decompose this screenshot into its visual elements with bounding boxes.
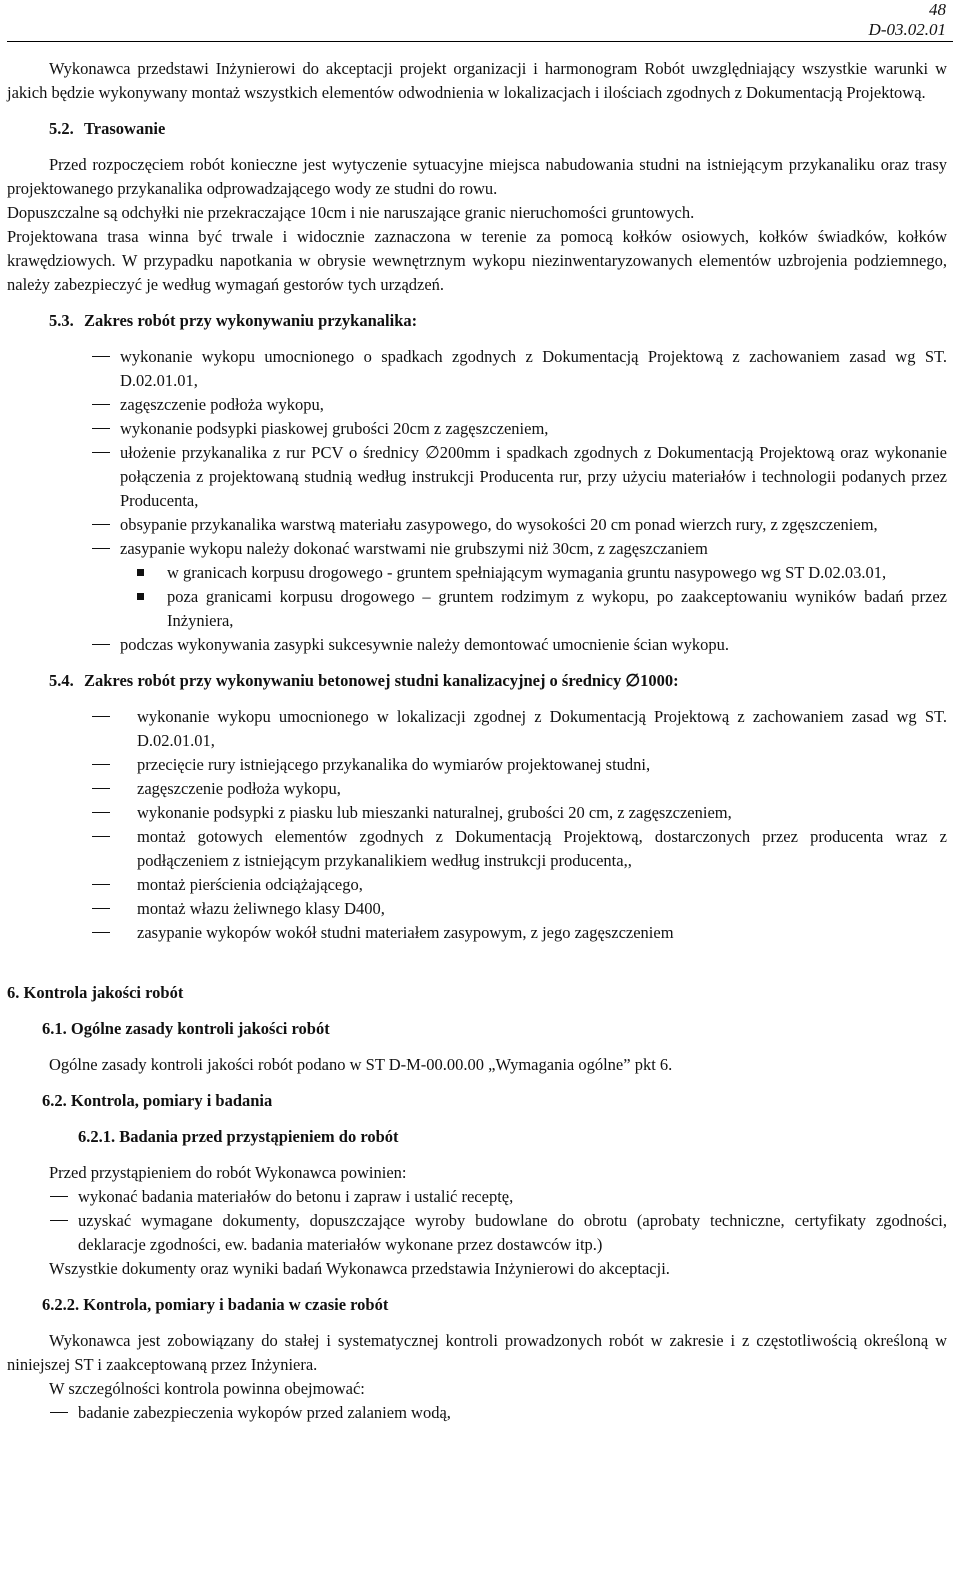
- list-item: uzyskać wymagane dokumenty, dopuszczające wyroby budowlane do obrotu (aprobaty techniczne, certyfikaty zgodności, deklaracje zgodności, ew. badania materiałów wykonane przez dostawców itp.): [78, 1209, 947, 1257]
- section-5-4-heading: 5.4. Zakres robót przy wykonywaniu betonowej studni kanalizacyjnej o średnicy ∅1000:: [7, 669, 947, 693]
- page-number: 48: [929, 0, 946, 19]
- list-item: zagęszczenie podłoża wykopu,: [120, 393, 947, 417]
- document-body: [7, 57, 947, 1425]
- diameter-symbol: ∅: [424, 443, 440, 462]
- section-6-2-2-heading: 6.2.2. Kontrola, pomiary i badania w czasie robót: [42, 1295, 389, 1314]
- section-5-3-heading: [7, 309, 947, 333]
- section-5-4-list: [7, 705, 947, 945]
- section-6-2-1-heading: 6.2.1. Badania przed przystąpieniem do robót: [78, 1127, 399, 1146]
- list-item: obsypanie przykanalika warstwą materiału zasypowego, do wysokości 20 cm ponad wierzch rury, z zgęszczeniem,: [120, 513, 947, 537]
- list-item: przecięcie rury istniejącego przykanalika do wymiarów projektowanej studni,: [137, 753, 947, 777]
- section-5-2-paragraph-2: Dopuszczalne są odchyłki nie przekraczające 10cm i nie naruszające granic nieruchomości gruntowych.: [7, 203, 695, 222]
- diameter-symbol: ∅: [625, 671, 641, 690]
- list-item: wykonać badania materiałów do betonu i zapraw i ustalić receptę,: [78, 1185, 947, 1209]
- list-item: wykonanie wykopu umocnionego w lokalizacji zgodnej z Dokumentacją Projektową z zachowaniem zasad wg ST. D.02.01.01,: [137, 705, 947, 753]
- dash-bullet: [92, 908, 110, 909]
- square-bullet: [137, 593, 144, 600]
- list-item: zasypanie wykopu należy dokonać warstwami nie grubszymi niż 30cm, z zagęszczaniem w granicach korpusu drogowego - gruntem spełniającym wymagania gruntu nasypowego wg ST D.02.03.01, poza granicami korpusu drogowego – gruntem rodzimym z wykopu, po zaakceptowaniu wyników badań przez Inżyniera,: [120, 537, 947, 633]
- dash-bullet: [50, 1412, 68, 1413]
- dash-bullet: [92, 452, 110, 453]
- section-6-heading: 6. Kontrola jakości robót: [7, 983, 184, 1002]
- square-bullet: [137, 569, 144, 576]
- section-5-4-number: 5.4.: [49, 671, 74, 690]
- section-6-2-heading: 6.2. Kontrola, pomiary i badania: [42, 1091, 273, 1110]
- dash-bullet: [92, 716, 110, 717]
- dash-bullet: [92, 404, 110, 405]
- dash-bullet: [92, 524, 110, 525]
- dash-bullet: [50, 1196, 68, 1197]
- section-5-2-paragraph-3: Projektowana trasa winna być trwale i widocznie zaznaczona w terenie za pomocą kołków osiowych, kołków świadków, kołków krawędziowych. W przypadku napotkania w obrysie wewnętrznym wykopu niezinwentaryzowanych elementów uzbrojenia podziemnego, należy zabezpieczyć je według wymagań gestorów tych urządzeń.: [7, 227, 947, 294]
- dash-bullet: [92, 764, 110, 765]
- section-5-2-paragraph-1: Przed rozpoczęciem robót konieczne jest wytyczenie sytuacyjne miejsca nabudowania studni na istniejącym przykanaliku oraz trasy projektowanego przykanalika odprowadzającego wody ze studni do rowu.: [7, 155, 947, 198]
- sub-list-item: poza granicami korpusu drogowego – gruntem rodzimym z wykopu, po zaakceptowaniu wyników badań przez Inżyniera,: [167, 585, 947, 633]
- header-divider: [7, 41, 953, 42]
- page-header: [869, 0, 946, 40]
- list-item: badanie zabezpieczenia wykopów przed zalaniem wodą,: [78, 1401, 947, 1425]
- list-item: montaż pierścienia odciążającego,: [137, 873, 947, 897]
- section-5-2-heading: [7, 117, 947, 141]
- section-6-1-heading: 6.1. Ogólne zasady kontroli jakości robót: [42, 1019, 330, 1038]
- dash-bullet: [50, 1220, 68, 1221]
- dash-bullet: [92, 644, 110, 645]
- section-5-2-number: 5.2.: [49, 119, 74, 138]
- list-item: montaż gotowych elementów zgodnych z Dokumentacją Projektową, dostarczonych przez producenta wraz z podłączeniem z istniejącym przykanalikiem według instrukcji producenta,,: [137, 825, 947, 873]
- intro-paragraph: Wykonawca przedstawi Inżynierowi do akceptacji projekt organizacji i harmonogram Robót uwzględniający wszystkie warunki w jakich będzie wykonywany montaż wszystkich elementów odwodnienia w lokalizacjach i ilościach zgodnych z Dokumentacją Projektową.: [7, 59, 947, 102]
- list-item: wykonanie podsypki piaskowej grubości 20cm z zagęszczeniem,: [120, 417, 947, 441]
- dash-bullet: [92, 428, 110, 429]
- dash-bullet: [92, 932, 110, 933]
- section-6-2-1-list: [7, 1185, 947, 1257]
- dash-bullet: [92, 836, 110, 837]
- sub-list-item: w granicach korpusu drogowego - gruntem spełniającym wymagania gruntu nasypowego wg ST D.02.03.01,: [167, 561, 947, 585]
- section-5-3-list: [7, 345, 947, 657]
- section-5-3-title: Zakres robót przy wykonywaniu przykanalika:: [84, 311, 418, 330]
- dash-bullet: [92, 788, 110, 789]
- list-item: podczas wykonywania zasypki sukcesywnie należy demontować umocnienie ścian wykopu.: [120, 633, 947, 657]
- dash-bullet: [92, 812, 110, 813]
- list-item: zagęszczenie podłoża wykopu,: [137, 777, 947, 801]
- list-item: zasypanie wykopów wokół studni materiałem zasypowym, z jego zagęszczeniem: [137, 921, 947, 945]
- section-6-1-paragraph: Ogólne zasady kontroli jakości robót podano w ST D-M-00.00.00 „Wymagania ogólne” pkt 6.: [49, 1055, 673, 1074]
- list-item: ułożenie przykanalika z rur PCV o średnicy ∅200mm i spadkach zgodnych z Dokumentacją Projektową oraz wykonanie połączenia z projektowaną studnią według instrukcji Producenta rur, przy użyciu materiałów i technologii podanych przez Producenta,: [120, 441, 947, 513]
- section-6-2-1-outro: Wszystkie dokumenty oraz wyniki badań Wykonawca przedstawia Inżynierowi do akceptacji.: [49, 1259, 670, 1278]
- backfill-sublist: [120, 561, 947, 633]
- list-item: wykonanie podsypki z piasku lub mieszanki naturalnej, grubości 20 cm, z zagęszczeniem,: [137, 801, 947, 825]
- list-item: montaż włazu żeliwnego klasy D400,: [137, 897, 947, 921]
- section-6-2-2-list: [7, 1401, 947, 1425]
- section-6-2-1-intro: Przed przystąpieniem do robót Wykonawca powinien:: [49, 1163, 407, 1182]
- section-6-2-2-paragraph: Wykonawca jest zobowiązany do stałej i systematycznej kontroli prowadzonych robót w zakresie i z częstotliwością określoną w niniejszej ST i zaakceptowaną przez Inżyniera.: [7, 1331, 947, 1374]
- document-code: D-03.02.01: [868, 20, 946, 39]
- list-item: wykonanie wykopu umocnionego o spadkach zgodnych z Dokumentacją Projektową z zachowaniem zasad wg ST. D.02.01.01,: [120, 345, 947, 393]
- dash-bullet: [92, 884, 110, 885]
- dash-bullet: [92, 548, 110, 549]
- dash-bullet: [92, 356, 110, 357]
- section-6-2-2-intro: W szczególności kontrola powinna obejmować:: [49, 1379, 365, 1398]
- section-5-2-title: Trasowanie: [84, 119, 166, 138]
- section-5-3-number: 5.3.: [49, 311, 74, 330]
